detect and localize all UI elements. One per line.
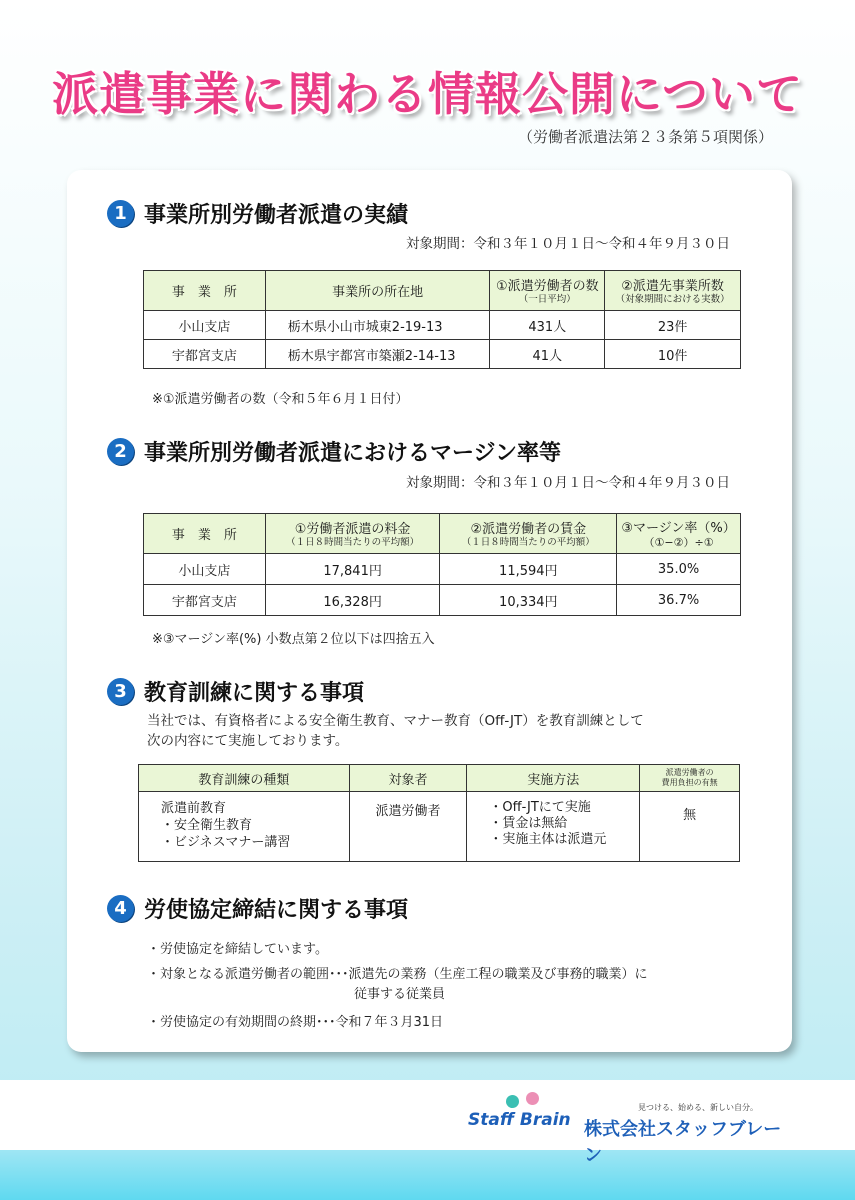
s1-header-workers-sub: （一日平均） (518, 294, 576, 306)
logo-teal-dot-icon (506, 1095, 519, 1108)
table-row (144, 340, 741, 369)
s1-row1-clients: 23件 (605, 311, 741, 340)
s3-header-type: 教育訓練の種類 (139, 765, 350, 792)
s2-header-office: 事 業 所 (144, 514, 266, 554)
s3-method-line1: ・Off-JTにて実施 (489, 800, 591, 815)
section3-heading (107, 676, 364, 707)
section2-period: 対象期間：令和３年１０月１日～令和４年９月３０日 (406, 475, 730, 491)
s2-row1-wage: 11,594円 (440, 554, 617, 585)
section3-title: 教育訓練に関する事項 (144, 681, 365, 706)
s2-header-wage (440, 514, 617, 554)
section3-table (138, 764, 740, 862)
s2-header-margin-label: ③マージン率（%） (621, 521, 736, 537)
s3-method-line2: ・賃金は無給 (489, 816, 568, 831)
s2-header-fee-label: ①労働者派遣の料金 (294, 522, 411, 538)
s3-row-cost: 無 (640, 792, 740, 862)
s1-header-clients-label: ②派遣先事業所数 (621, 279, 724, 295)
page-subtitle: （労働者派遣法第２３条第５項関係） (517, 128, 773, 146)
table-row (144, 554, 741, 585)
section1-note: ※①派遣労働者の数（令和５年６月１日付） (152, 392, 409, 407)
s2-row2-fee: 16,328円 (265, 585, 440, 616)
section4-heading (107, 893, 408, 924)
table-row (144, 585, 741, 616)
section3-number: 3 (107, 678, 134, 705)
table-row (144, 311, 741, 340)
s1-header-clients-sub: （対象期間における実数） (615, 294, 730, 306)
section2-number: 2 (107, 438, 134, 465)
s1-row2-office: 宇都宮支店 (144, 340, 266, 369)
s3-header-cost-line1: 派遣労働者の (665, 768, 714, 777)
s2-header-wage-label: ②派遣労働者の賃金 (470, 522, 587, 538)
s1-header-clients (605, 271, 741, 311)
s2-row1-fee: 17,841円 (265, 554, 440, 585)
s1-row2-address: 栃木県宇都宮市築瀬2-14-13 (265, 340, 490, 369)
section4-line-2: ・対象となる派遣労働者の範囲･･･派遣先の業務（生産工程の職業及び事務的職業）に (147, 967, 648, 982)
s3-header-method: 実施方法 (467, 765, 640, 792)
logo-company-name: 株式会社スタッフブレーン (584, 1119, 782, 1166)
s2-header-fee-sub: （１日８時間当たりの平均額） (286, 537, 420, 549)
s1-row2-clients: 10件 (605, 340, 741, 369)
s2-row1-margin: 35.0% (617, 554, 741, 585)
s2-header-margin (617, 514, 741, 554)
section4-line-2b: 従事する従業員 (354, 987, 446, 1002)
page-title: 派遣事業に関わる情報公開について (51, 67, 804, 121)
section1-heading (107, 198, 408, 229)
section2-heading (107, 436, 561, 467)
section2-note: ※③マージン率(%) 小数点第２位以下は四捨五入 (152, 632, 435, 647)
s2-header-margin-sub: （①−②）÷① (643, 536, 714, 550)
company-logo (468, 1095, 798, 1166)
s2-header-wage-sub: （１日８時間当たりの平均額） (461, 537, 595, 549)
s1-header-office: 事 業 所 (144, 271, 266, 311)
s3-header-cost-line2: 費用負担の有無 (661, 778, 718, 787)
section1-period: 対象期間：令和３年１０月１日～令和４年９月３０日 (406, 236, 730, 252)
s3-header-cost (640, 765, 740, 792)
section4-line-1: ・労使協定を締結しています。 (147, 942, 328, 957)
section4-number: 4 (107, 895, 134, 922)
logo-english-name: Staff Brain (468, 1110, 571, 1130)
s3-type-line3: ・ビジネスマナー講習 (161, 835, 291, 850)
s1-row2-workers: 41人 (490, 340, 605, 369)
s3-row-method (467, 792, 640, 862)
s1-row1-address: 栃木県小山市城東2-19-13 (265, 311, 490, 340)
section4-line-3: ・労使協定の有効期間の終期･･･令和７年３月31日 (147, 1015, 444, 1030)
s3-type-line2: ・安全衛生教育 (161, 818, 253, 833)
section1-table (143, 270, 741, 369)
s3-row-type (139, 792, 350, 862)
section2-table (143, 513, 741, 616)
logo-pink-dot-icon (526, 1092, 539, 1105)
section3-paragraph-2: 次の内容にて実施しております。 (147, 733, 349, 749)
s3-method-line3: ・実施主体は派遣元 (489, 832, 607, 847)
s3-header-target: 対象者 (349, 765, 467, 792)
s1-header-workers (490, 271, 605, 311)
section4-title: 労使協定締結に関する事項 (144, 898, 409, 923)
section2-title: 事業所別労働者派遣におけるマージン率等 (144, 441, 562, 466)
section1-number: 1 (107, 200, 134, 227)
s2-row2-office: 宇都宮支店 (144, 585, 266, 616)
section1-title: 事業所別労働者派遣の実績 (144, 203, 409, 228)
s2-row2-wage: 10,334円 (440, 585, 617, 616)
s1-row1-workers: 431人 (490, 311, 605, 340)
table-row (139, 792, 740, 862)
s3-row-target: 派遣労働者 (349, 792, 467, 862)
section3-paragraph-1: 当社では、有資格者による安全衛生教育、マナー教育（Off-JT）を教育訓練として (147, 713, 644, 729)
s2-header-fee (265, 514, 440, 554)
s3-type-line1: 派遣前教育 (161, 801, 227, 816)
s1-row1-office: 小山支店 (144, 311, 266, 340)
s2-row2-margin: 36.7% (617, 585, 741, 616)
content-card (67, 170, 792, 1052)
s1-header-address: 事業所の所在地 (265, 271, 490, 311)
s1-header-workers-label: ①派遣労働者の数 (495, 279, 599, 295)
logo-tagline: 見つける、始める、新しい自分。 (638, 1103, 758, 1112)
s2-row1-office: 小山支店 (144, 554, 266, 585)
